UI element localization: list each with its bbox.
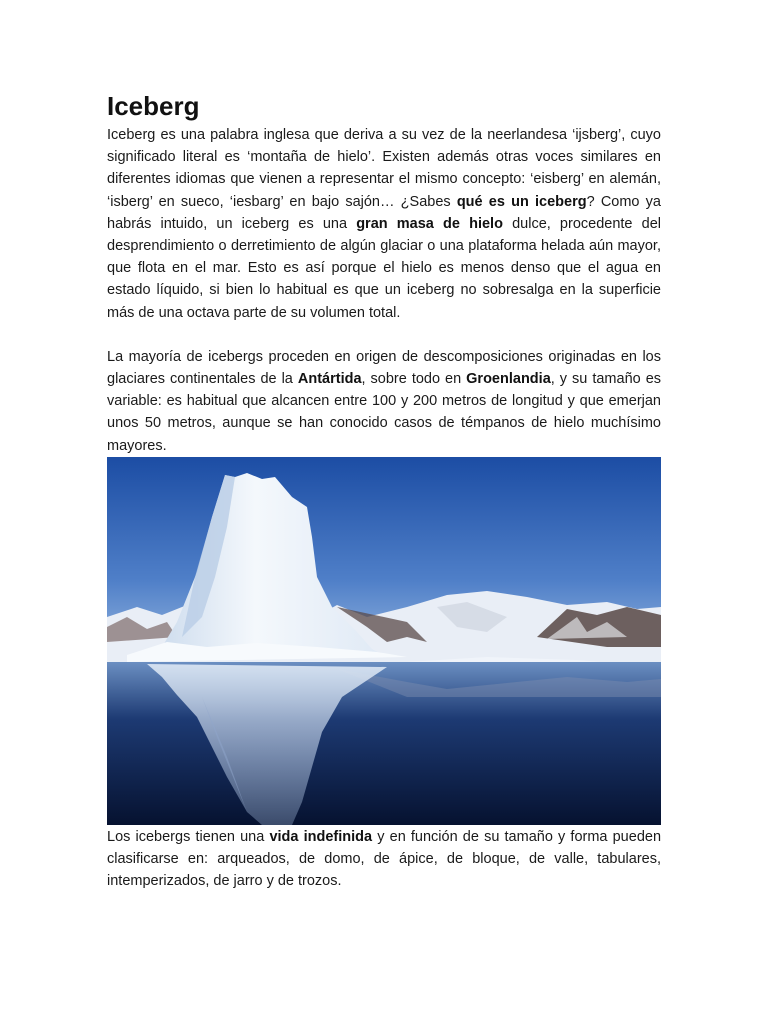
p2-text-3: , y su tamaño es variable: es habitual que alcancen entre 100 y 200 metros de longitud y que emerjan unos 50 metros, aunque se han conocido casos de témpanos de hielo muchísimo mayores. — [107, 371, 662, 454]
document-title: Iceberg — [107, 91, 200, 121]
p1-text-3: dulce, procedente del desprendimiento o derretimiento de algún glaciar o una plataforma helada aún mayor, que flota en el mar. Esto es así porque el hielo es menos denso que el agua en estado líquido, si bien lo habitual es que un iceberg no sobresalga en la superficie más de una octava parte de su volumen total. — [107, 215, 661, 321]
p2-bold-2: Groenlandia — [466, 371, 551, 388]
paragraph-intro — [107, 124, 661, 324]
p1-text-1: Iceberg es una palabra inglesa que deriva a su vez de la neerlandesa ‘ijsberg’, cuyo significado literal es ‘montaña de hielo’. Existen además otras voces similares en diferentes idiomas que vienen a representar el mismo concepto: ‘eisberg’ en alemán, ‘isberg’ en sueco, ‘iesbarg’ en bajo sajón… ¿Sabes — [107, 127, 661, 210]
document-page — [107, 88, 661, 892]
p1-text-2: ? Como ya habrás intuido, un iceberg es una — [107, 193, 661, 232]
p1-bold-2: gran masa de hielo — [356, 215, 503, 232]
iceberg-photo — [107, 457, 661, 825]
p3-text-1: Los icebergs tienen una — [107, 828, 270, 845]
p3-text-2: y en función de su tamaño y forma pueden clasificarse en: arqueados, de domo, de ápice, de bloque, de valle, tabulares, intemperizados, de jarro y de trozos. — [107, 828, 662, 890]
p1-bold-1: qué es un iceberg — [456, 193, 587, 210]
p2-bold-1: Antártida — [297, 371, 362, 388]
paragraph-origin — [107, 346, 661, 457]
paragraph-classification — [107, 826, 661, 893]
p2-text-1: La mayoría de icebergs proceden en origen de descomposiciones originadas en los glaciares continentales de la — [107, 348, 661, 388]
p2-text-2: , sobre todo en — [361, 371, 467, 388]
iceberg-illustration — [107, 457, 661, 825]
p3-bold-1: vida indefinida — [269, 828, 373, 845]
